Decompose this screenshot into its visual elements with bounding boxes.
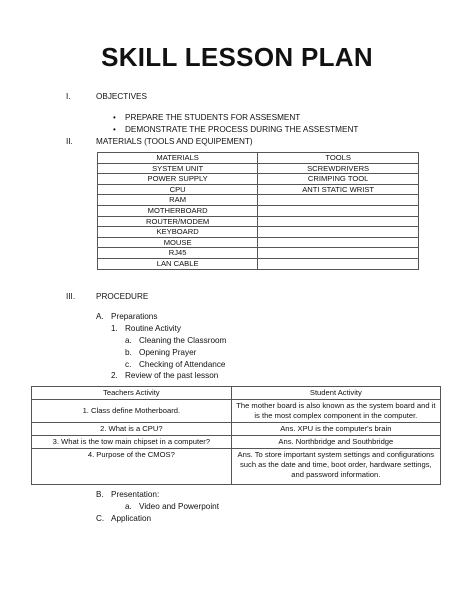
teacher-cell: 4. Purpose of the CMOS? bbox=[32, 448, 232, 484]
table-row bbox=[98, 237, 419, 248]
page-title: SKILL LESSON PLAN bbox=[101, 42, 373, 72]
material-cell: RJ45 bbox=[98, 248, 258, 259]
materials-table bbox=[97, 152, 419, 270]
activity-table bbox=[31, 386, 441, 485]
column-header-teachers: Teachers Activity bbox=[32, 387, 232, 400]
table-row bbox=[98, 195, 419, 206]
tool-cell bbox=[258, 227, 419, 238]
preparations-label: A. bbox=[96, 312, 104, 321]
student-line: Ans. To store important system settings and configurations bbox=[237, 449, 435, 459]
student-line: The mother board is also known as the system board and it bbox=[236, 400, 436, 410]
teacher-cell: 2. What is a CPU? bbox=[32, 422, 232, 435]
teacher-cell: 1. Class define Motherboard. bbox=[32, 399, 232, 422]
tool-cell bbox=[258, 195, 419, 206]
presentation-label: B. bbox=[96, 490, 104, 499]
column-header-students: Student Activity bbox=[231, 387, 440, 400]
table-row bbox=[98, 205, 419, 216]
sub-item-text: Cleaning the Classroom bbox=[139, 336, 227, 345]
tool-cell bbox=[258, 258, 419, 269]
sub-item-label: c. bbox=[125, 360, 132, 369]
procedure-heading: PROCEDURE bbox=[96, 292, 149, 301]
student-line: such as the date and time, boot order, hardware settings, bbox=[240, 459, 432, 469]
activity-table-header bbox=[32, 387, 441, 400]
tool-cell bbox=[258, 216, 419, 227]
column-header-tools: TOOLS bbox=[258, 153, 419, 164]
column-header-materials: MATERIALS bbox=[98, 153, 258, 164]
tool-cell: ANTI STATIC WRIST bbox=[258, 184, 419, 195]
sub-item-label: b. bbox=[125, 348, 132, 357]
objective-item-2: DEMONSTRATE THE PROCESS DURING THE ASSESTMENT bbox=[125, 125, 359, 134]
table-row bbox=[98, 258, 419, 269]
sub-item-label: a. bbox=[125, 336, 132, 345]
material-cell: CPU bbox=[98, 184, 258, 195]
objective-item-1: PREPARE THE STUDENTS FOR ASSESMENT bbox=[125, 113, 301, 122]
table-row bbox=[32, 422, 441, 435]
application-label: C. bbox=[96, 514, 105, 523]
material-cell: SYSTEM UNIT bbox=[98, 163, 258, 174]
tool-cell bbox=[258, 205, 419, 216]
tool-cell bbox=[258, 237, 419, 248]
review-text: Review of the past lesson bbox=[125, 371, 219, 380]
table-row bbox=[98, 216, 419, 227]
objectives-numeral: I. bbox=[66, 92, 71, 101]
sub-item-text: Checking of Attendance bbox=[139, 360, 226, 369]
student-cell bbox=[231, 435, 440, 448]
bullet-icon: • bbox=[113, 113, 116, 122]
presentation-sub-text: Video and Powerpoint bbox=[139, 502, 219, 511]
table-row bbox=[32, 448, 441, 484]
student-cell bbox=[231, 448, 440, 484]
presentation-text: Presentation: bbox=[111, 490, 160, 499]
student-line: and password information. bbox=[291, 469, 381, 479]
procedure-numeral: III. bbox=[66, 292, 76, 301]
student-line: Ans. XPU is the computer's brain bbox=[280, 423, 392, 433]
materials-numeral: II. bbox=[66, 137, 73, 146]
material-cell: POWER SUPPLY bbox=[98, 174, 258, 185]
tool-cell: CRIMPING TOOL bbox=[258, 174, 419, 185]
materials-heading: MATERIALS (TOOLS AND EQUIPEMENT) bbox=[96, 137, 253, 146]
table-row bbox=[98, 184, 419, 195]
material-cell: MOUSE bbox=[98, 237, 258, 248]
student-line: is the most complex component in the computer. bbox=[254, 410, 418, 420]
materials-table-header bbox=[98, 153, 419, 164]
student-cell bbox=[231, 422, 440, 435]
routine-activity-text: Routine Activity bbox=[125, 324, 181, 333]
objectives-heading: OBJECTIVES bbox=[96, 92, 147, 101]
tool-cell bbox=[258, 248, 419, 259]
material-cell: RAM bbox=[98, 195, 258, 206]
table-row bbox=[32, 399, 441, 422]
table-row bbox=[98, 163, 419, 174]
review-label: 2. bbox=[111, 371, 118, 380]
student-line: Ans. Northbridge and Southbridge bbox=[278, 436, 394, 446]
student-cell bbox=[231, 399, 440, 422]
material-cell: LAN CABLE bbox=[98, 258, 258, 269]
teacher-cell: 3. What is the tow main chipset in a computer? bbox=[32, 435, 232, 448]
bullet-icon: • bbox=[113, 125, 116, 134]
presentation-sub-label: a. bbox=[125, 502, 132, 511]
table-row bbox=[32, 435, 441, 448]
routine-activity-label: 1. bbox=[111, 324, 118, 333]
table-row bbox=[98, 174, 419, 185]
application-text: Application bbox=[111, 514, 152, 523]
table-row bbox=[98, 227, 419, 238]
material-cell: MOTHERBOARD bbox=[98, 205, 258, 216]
material-cell: KEYBOARD bbox=[98, 227, 258, 238]
table-row bbox=[98, 248, 419, 259]
preparations-text: Preparations bbox=[111, 312, 158, 321]
material-cell: ROUTER/MODEM bbox=[98, 216, 258, 227]
sub-item-text: Opening Prayer bbox=[139, 348, 197, 357]
tool-cell: SCREWDRIVERS bbox=[258, 163, 419, 174]
